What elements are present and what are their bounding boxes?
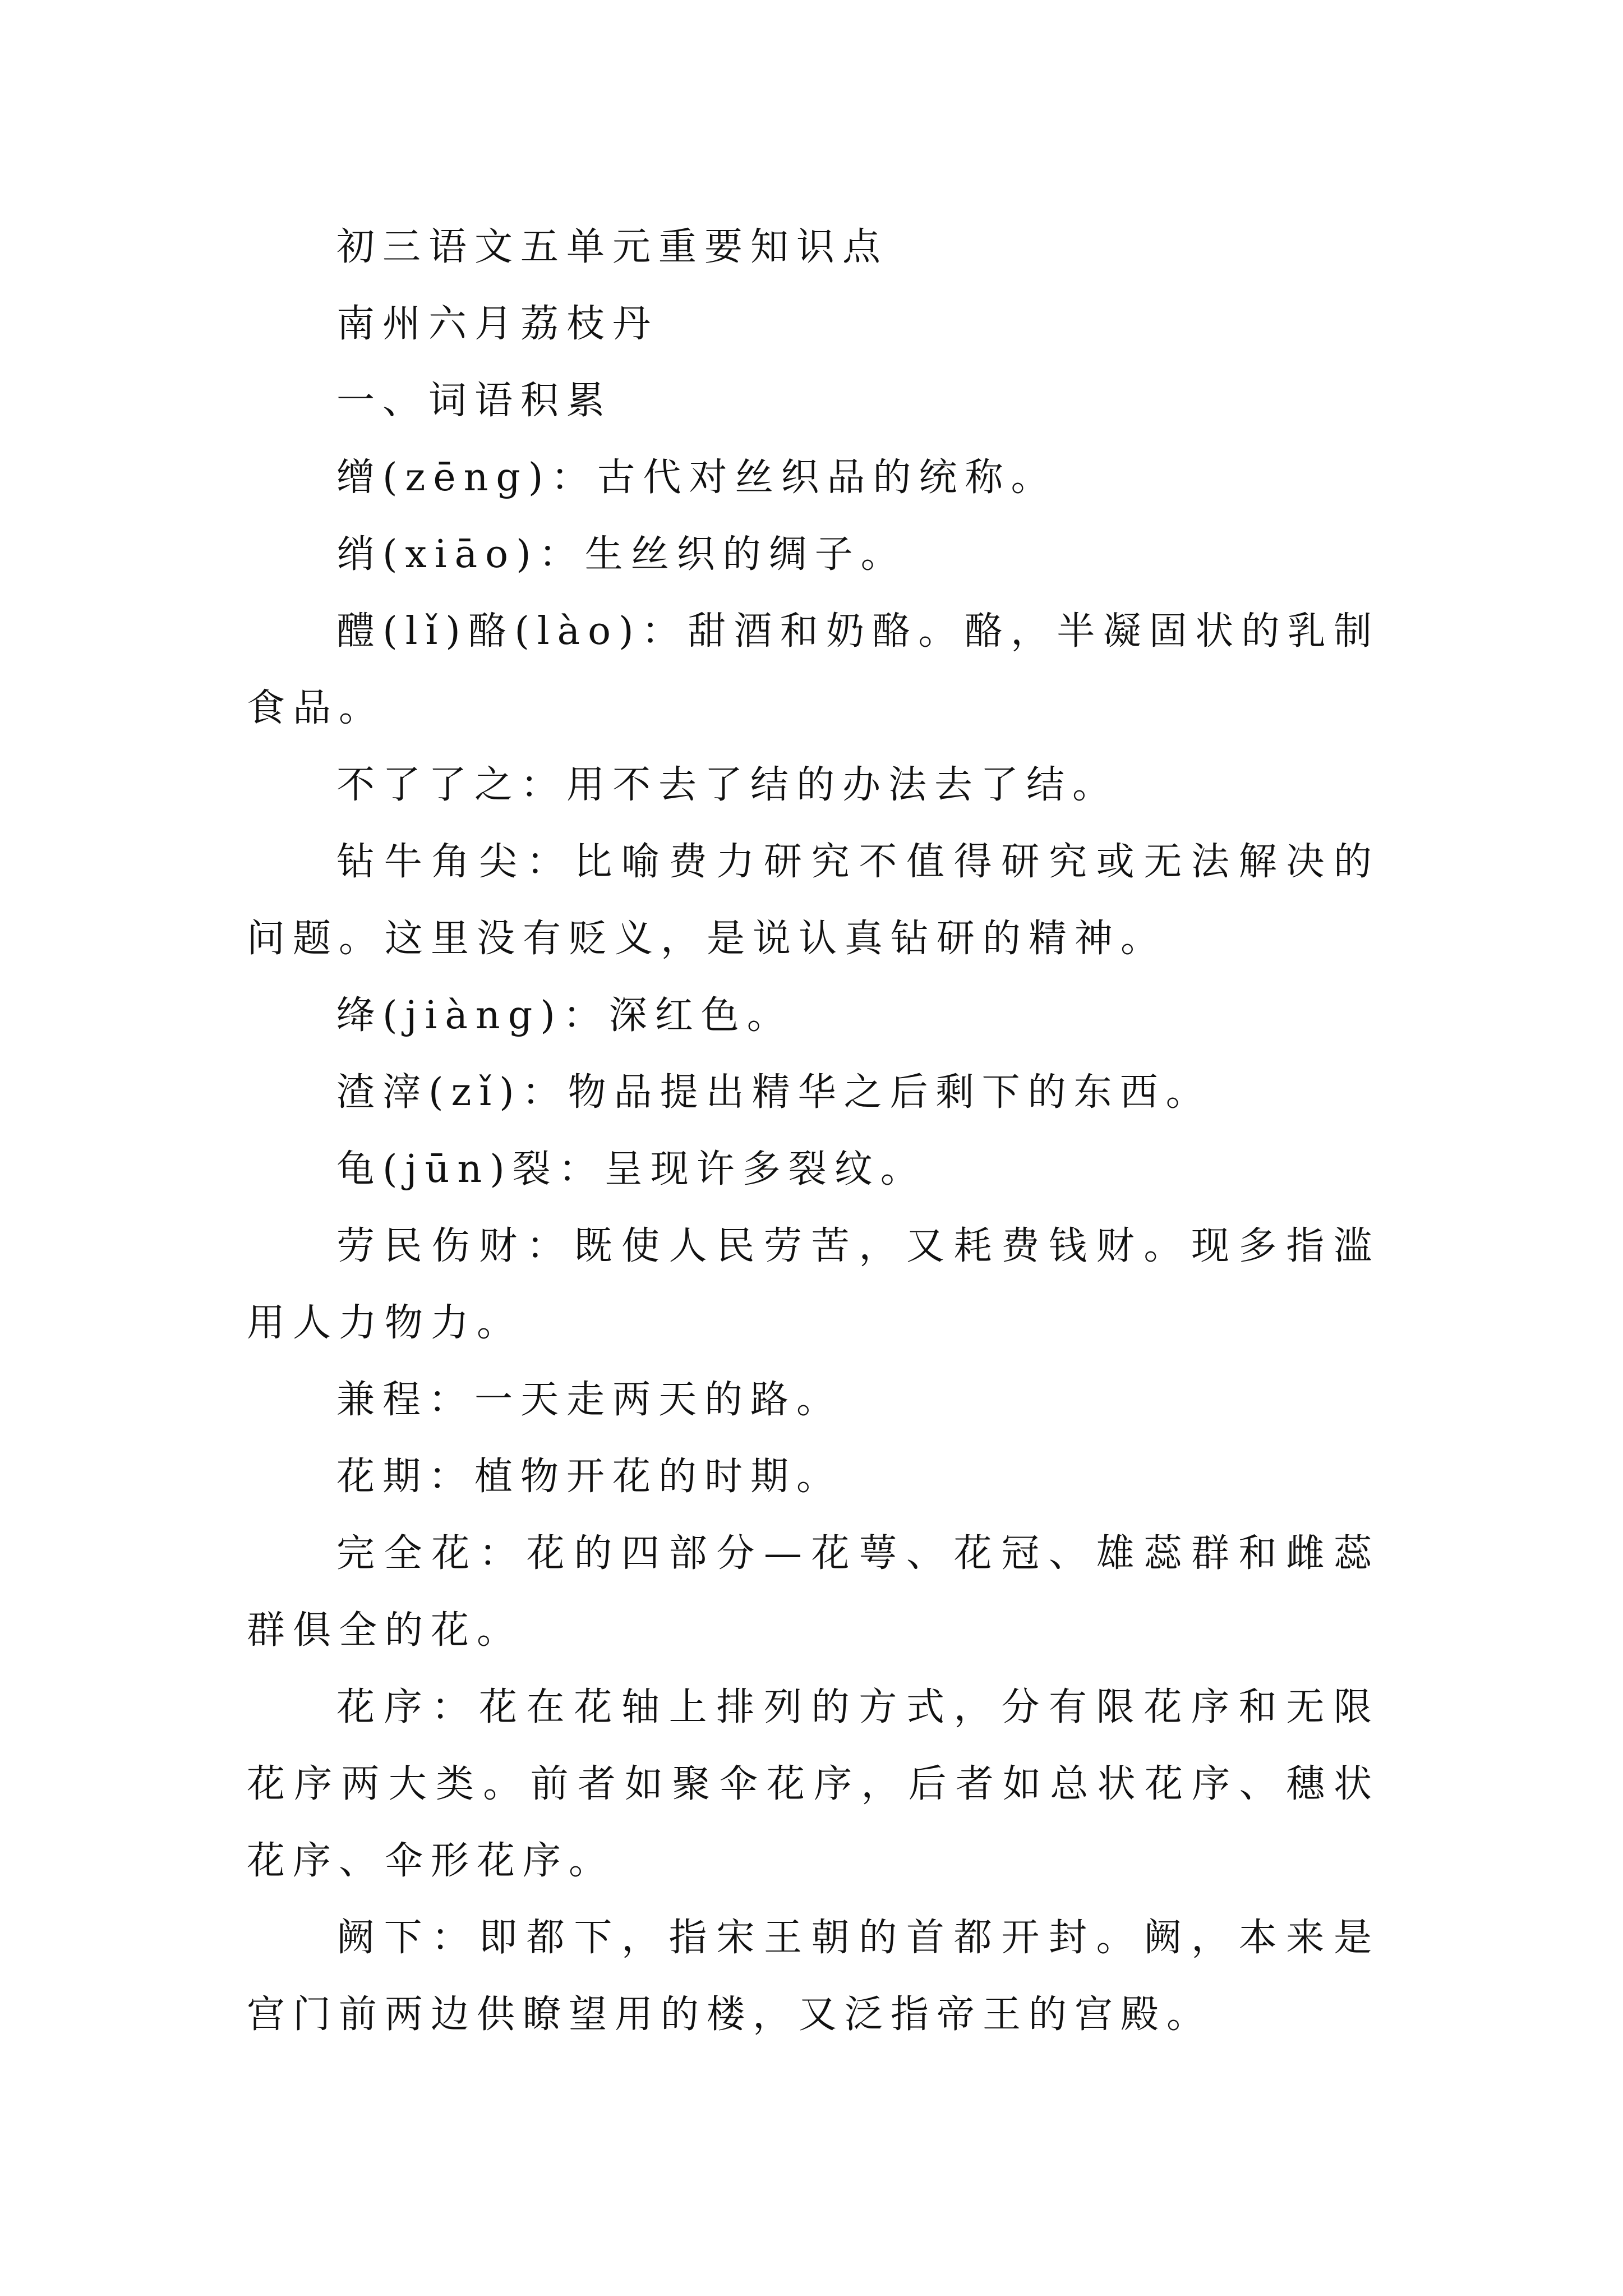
entry-zeng: 缯(zēng)：古代对丝织品的统称。 — [336, 455, 1057, 500]
lesson-title: 南州六月荔枝丹 — [336, 302, 659, 346]
entry-buliaoliaozhi: 不了了之：用不去了结的办法去了结。 — [336, 763, 1119, 807]
entry-huaxu: 花序：花在花轴上排列的方式，分有限花序和无限花序两大类。前者如聚伞花序，后者如总状花序、穗状花序、伞形花序。 — [247, 1685, 1380, 1883]
entry-zhazi: 渣滓(zǐ)：物品提出精华之后剩下的东西。 — [336, 1070, 1212, 1115]
entry-jiancheng: 兼程：一天走两天的路。 — [336, 1378, 843, 1422]
document-title: 初三语文五单元重要知识点 — [336, 225, 889, 269]
section-heading: 一、词语积累 — [336, 379, 613, 423]
entry-zuanniujiaojian: 钻牛角尖：比喻费力研究不值得研究或无法解决的问题。这里没有贬义，是说认真钻研的精神。 — [247, 840, 1380, 961]
entry-jiang: 绛(jiàng)：深红色。 — [336, 993, 793, 1038]
entry-wanquanhua: 完全花：花的四部分—花萼、花冠、雄蕊群和雌蕊群俱全的花。 — [247, 1531, 1380, 1653]
entry-laominshangcai: 劳民伤财：既使人民劳苦，又耗费钱财。现多指滥用人力物力。 — [247, 1224, 1380, 1345]
entry-xiao: 绡(xiāo)：生丝织的绸子。 — [336, 532, 907, 577]
document-body — [247, 209, 1380, 2053]
entry-lilao: 醴(lǐ)酪(lào)：甜酒和奶酪。酪，半凝固状的乳制食品。 — [247, 609, 1380, 730]
entry-junlie: 龟(jūn)裂：呈现许多裂纹。 — [336, 1147, 926, 1191]
entry-huaqi: 花期：植物开花的时期。 — [336, 1455, 843, 1499]
entry-quexia: 阙下：即都下，指宋王朝的首都开封。阙，本来是宫门前两边供瞭望用的楼，又泛指帝王的宫殿。 — [247, 1916, 1380, 2037]
